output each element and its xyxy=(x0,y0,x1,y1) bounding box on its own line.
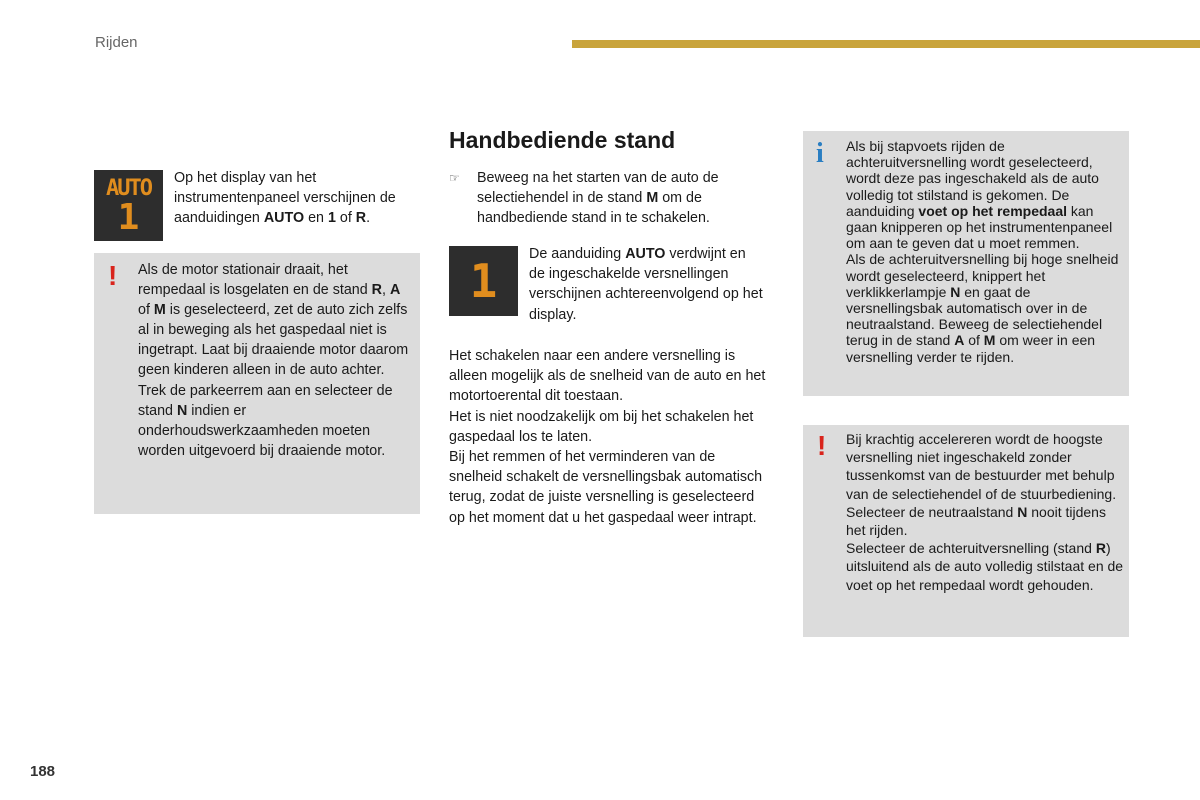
warning-right-paragraph-1: Bij krachtig accelereren wordt de hoogste versnelling niet ingeschakeld zonder tussenkomst van de bestuurder met behulp van de selectiehendel of de stuurbediening. xyxy=(846,431,1117,502)
pointing-hand-icon: ☞ xyxy=(449,171,460,185)
shifting-paragraphs xyxy=(449,346,767,528)
auto-display-digit: 1 xyxy=(117,196,140,238)
info-text xyxy=(846,138,1124,365)
gear-display-icon xyxy=(449,246,518,316)
shifting-paragraph-2: Het is niet noodzakelijk om bij het schakelen het gaspedaal los te laten. xyxy=(449,408,754,445)
auto-display-text: AUTO xyxy=(106,175,151,201)
display-intro-text: Op het display van het instrumentenpaneel verschijnen de aanduidingen AUTO en 1 of R. xyxy=(174,170,396,227)
shifting-paragraph-3: Bij het remmen of het verminderen van de snelheid schakelt de versnellingsbak automatisch terug, zodat de juiste versnelling is geselecteerd op het moment dat u het gaspedaal weer intrapt. xyxy=(449,449,763,526)
warning-right-paragraph-3: Selecteer de achteruitversnelling (stand R) uitsluitend als de auto volledig stilstaat en de voet op het rempedaal wordt gehouden. xyxy=(846,540,1124,593)
auto-display-icon xyxy=(94,170,163,241)
section-title: Handbediende stand xyxy=(449,127,676,153)
warning-right-paragraph-2: Selecteer de neutraalstand N nooit tijdens het rijden. xyxy=(846,503,1106,539)
warning-left-text: Als de motor stationair draait, het rempedaal is losgelaten en de stand R, A of M is geselecteerd, zet de auto zich zelfs al in beweging als het gaspedaal niet is ingetrapt. Laat bij draaiende motor daarom geen kinderen alleen in de auto achter. Trek de parkeerrem aan en selecteer de stand N indien er onderhoudswerkzaamheden moeten worden uitgevoerd bij draaiende motor. xyxy=(138,262,409,459)
page-number: 188 xyxy=(30,763,56,780)
step-instruction: Beweeg na het starten van de auto de selectiehendel in de stand M om de handbediende stand in te schakelen. xyxy=(477,170,719,227)
info-paragraph-2: Als de achteruitversnelling bij hoge snelheid wordt geselecteerd, knippert het verklikkerlampje N en gaat de versnellingsbak automatisch over in de neutraalstand. Beweeg de selectiehendel terug in de stand A of M om weer in een versnelling verder te rijden. xyxy=(846,251,1119,365)
info-paragraph-1: Als bij stapvoets rijden de achteruitversnelling wordt geselecteerd, wordt deze pas ingeschakeld als de auto volledig tot stilstand is gekomen. De aanduiding voet op het rempedaal kan gaan knipperen op het instrumentenpaneel om aan te geven dat u moet remmen. xyxy=(846,138,1113,252)
info-icon: i xyxy=(816,138,824,169)
gear-display-digit: 1 xyxy=(469,254,498,308)
display-note-text: De aanduiding AUTO verdwijnt en de ingeschakelde versnellingen verschijnen achtereenvolgend op het display. xyxy=(529,246,763,323)
header-accent-bar xyxy=(572,40,1200,48)
warning-right-text xyxy=(846,430,1124,594)
warning-icon: ! xyxy=(817,430,827,461)
section-header: Rijden xyxy=(95,34,138,51)
warning-icon: ! xyxy=(108,260,118,291)
shifting-paragraph-1: Het schakelen naar een andere versnelling is alleen mogelijk als de snelheid van de auto en het motortoerental dit toestaan. xyxy=(449,348,766,405)
